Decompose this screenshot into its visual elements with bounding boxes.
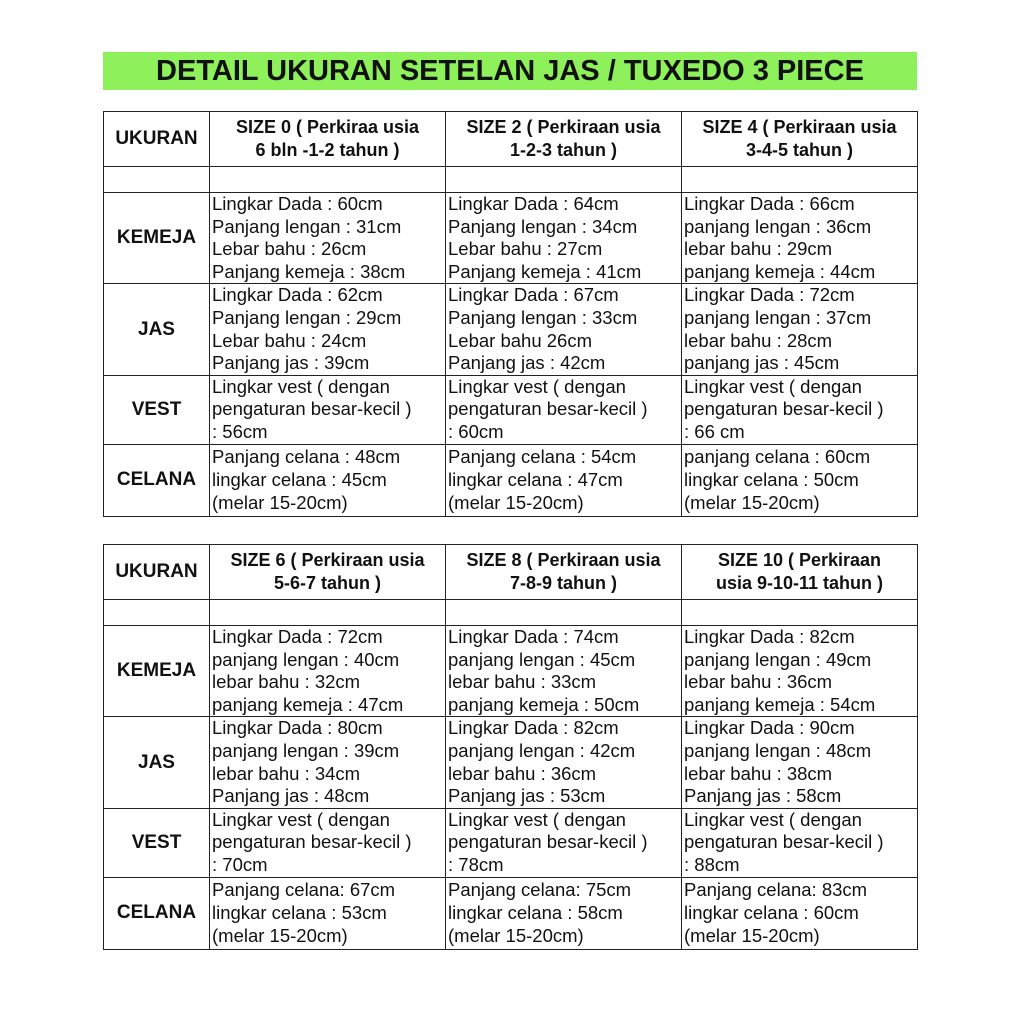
vest-cell (682, 375, 918, 444)
vest-measurement: Lingkar vest ( dengan (684, 808, 862, 830)
jas-measurement: Panjang jas : 58cm (684, 785, 842, 807)
jas-measurement: Panjang jas : 53cm (448, 785, 606, 807)
row-label-jas: JAS (104, 284, 210, 375)
size-header-cell (210, 545, 446, 600)
size-header-cell (682, 112, 918, 167)
kemeja-measurement: panjang kemeja : 50cm (448, 693, 640, 715)
vest-measurement: : 88cm (684, 853, 740, 875)
vest-cell (682, 808, 918, 877)
vest-measurement: Lingkar vest ( dengan (448, 375, 626, 397)
kemeja-measurement: Lingkar Dada : 74cm (448, 626, 619, 647)
jas-measurement: panjang lengan : 48cm (684, 739, 872, 761)
celana-measurement: lingkar celana : 47cm (448, 468, 623, 490)
row-celana (104, 444, 918, 516)
vest-cell (210, 375, 446, 444)
vest-measurement: pengaturan besar-kecil ) (448, 398, 648, 420)
celana-measurement: (melar 15-20cm) (448, 924, 584, 946)
jas-measurement: lebar bahu : 34cm (212, 762, 361, 784)
blank-cell (446, 600, 682, 626)
vest-cell (446, 808, 682, 877)
size-header-line: 5-6-7 tahun ) (273, 573, 381, 593)
kemeja-measurement: Lingkar Dada : 72cm (212, 626, 383, 647)
celana-measurement: lingkar celana : 58cm (448, 901, 623, 923)
kemeja-measurement: Lingkar Dada : 82cm (684, 626, 855, 647)
jas-cell (446, 717, 682, 808)
vest-measurement: Lingkar vest ( dengan (212, 375, 390, 397)
vest-measurement: pengaturan besar-kecil ) (684, 398, 884, 420)
kemeja-measurement: Lebar bahu : 26cm (212, 238, 367, 260)
kemeja-measurement: panjang kemeja : 44cm (684, 260, 876, 282)
vest-cell (210, 808, 446, 877)
celana-cell (446, 877, 682, 949)
vest-measurement: pengaturan besar-kecil ) (212, 831, 412, 853)
celana-measurement: Panjang celana: 83cm (684, 879, 868, 901)
vest-measurement: Lingkar vest ( dengan (684, 375, 862, 397)
kemeja-measurement: Panjang kemeja : 38cm (212, 260, 406, 282)
celana-measurement: lingkar celana : 60cm (684, 901, 859, 923)
size-header-line: SIZE 2 ( Perkiraan usia (466, 117, 661, 137)
celana-measurement: panjang celana : 60cm (684, 446, 871, 468)
row-label-celana: CELANA (104, 444, 210, 516)
size-header-cell (210, 112, 446, 167)
page-title: DETAIL UKURAN SETELAN JAS / TUXEDO 3 PIECE (156, 54, 864, 87)
jas-measurement: panjang jas : 45cm (684, 352, 840, 374)
row-label-kemeja: KEMEJA (104, 193, 210, 284)
vest-cell (446, 375, 682, 444)
jas-cell (682, 717, 918, 808)
row-label-vest: VEST (104, 375, 210, 444)
blank-cell (682, 167, 918, 193)
celana-measurement: Panjang celana : 54cm (448, 446, 637, 468)
size-header-line: SIZE 10 ( Perkiraan (717, 550, 882, 570)
size-header-cell (446, 112, 682, 167)
kemeja-measurement: lebar bahu : 36cm (684, 671, 833, 693)
kemeja-cell (446, 193, 682, 284)
kemeja-cell (682, 193, 918, 284)
row-label-celana: CELANA (104, 877, 210, 949)
vest-measurement: pengaturan besar-kecil ) (448, 831, 648, 853)
row-jas (104, 284, 918, 375)
row-kemeja (104, 626, 918, 717)
kemeja-measurement: Lebar bahu : 27cm (448, 238, 603, 260)
blank-cell (104, 167, 210, 193)
size-table-bottom (103, 544, 918, 950)
kemeja-measurement: panjang kemeja : 47cm (212, 693, 404, 715)
blank-cell (104, 600, 210, 626)
jas-cell (682, 284, 918, 375)
row-label-ukuran: UKURAN (104, 545, 210, 600)
kemeja-measurement: Panjang lengan : 34cm (448, 215, 638, 237)
jas-measurement: Panjang jas : 48cm (212, 785, 370, 807)
jas-measurement: Lingkar Dada : 80cm (212, 717, 383, 739)
blank-row (104, 167, 918, 193)
kemeja-measurement: panjang lengan : 40cm (212, 648, 400, 670)
row-label-jas: JAS (104, 717, 210, 808)
celana-cell (446, 444, 682, 516)
kemeja-measurement: Panjang kemeja : 41cm (448, 260, 642, 282)
celana-measurement: lingkar celana : 45cm (212, 468, 387, 490)
kemeja-measurement: panjang kemeja : 54cm (684, 693, 876, 715)
celana-cell (210, 444, 446, 516)
jas-measurement: Lebar bahu : 24cm (212, 329, 367, 351)
jas-measurement: lebar bahu : 36cm (448, 762, 597, 784)
jas-measurement: Lingkar Dada : 90cm (684, 717, 855, 739)
size-table-top (103, 111, 918, 517)
row-label-kemeja: KEMEJA (104, 626, 210, 717)
vest-measurement: : 56cm (212, 420, 268, 442)
jas-measurement: panjang lengan : 42cm (448, 739, 636, 761)
vest-measurement: : 78cm (448, 853, 504, 875)
celana-measurement: Panjang celana: 67cm (212, 879, 396, 901)
size-header-row (104, 545, 918, 600)
celana-measurement: (melar 15-20cm) (212, 924, 348, 946)
vest-measurement: : 70cm (212, 853, 268, 875)
celana-measurement: (melar 15-20cm) (212, 491, 348, 513)
vest-measurement: pengaturan besar-kecil ) (684, 831, 884, 853)
jas-measurement: Panjang lengan : 29cm (212, 306, 402, 328)
celana-cell (210, 877, 446, 949)
jas-measurement: Panjang jas : 39cm (212, 352, 370, 374)
kemeja-measurement: lebar bahu : 33cm (448, 671, 597, 693)
row-label-vest: VEST (104, 808, 210, 877)
jas-measurement: panjang lengan : 39cm (212, 739, 400, 761)
jas-measurement: Lingkar Dada : 67cm (448, 284, 619, 306)
row-jas (104, 717, 918, 808)
size-header-line: usia 9-10-11 tahun ) (715, 573, 884, 593)
kemeja-measurement: panjang lengan : 45cm (448, 648, 636, 670)
vest-measurement: : 66 cm (684, 420, 745, 442)
jas-cell (446, 284, 682, 375)
celana-measurement: (melar 15-20cm) (684, 491, 820, 513)
kemeja-measurement: Lingkar Dada : 64cm (448, 193, 619, 214)
size-header-line: SIZE 6 ( Perkiraan usia (230, 550, 425, 570)
celana-measurement: lingkar celana : 53cm (212, 901, 387, 923)
celana-cell (682, 877, 918, 949)
celana-measurement: Panjang celana : 48cm (212, 446, 401, 468)
vest-measurement: pengaturan besar-kecil ) (212, 398, 412, 420)
title-banner (103, 52, 917, 90)
jas-measurement: lebar bahu : 28cm (684, 329, 833, 351)
jas-measurement: Lebar bahu 26cm (448, 329, 592, 351)
row-vest (104, 375, 918, 444)
jas-measurement: lebar bahu : 38cm (684, 762, 833, 784)
size-header-row (104, 112, 918, 167)
row-label-ukuran: UKURAN (104, 112, 210, 167)
row-kemeja (104, 193, 918, 284)
jas-measurement: Panjang jas : 42cm (448, 352, 606, 374)
vest-measurement: Lingkar vest ( dengan (212, 808, 390, 830)
jas-measurement: Lingkar Dada : 82cm (448, 717, 619, 739)
jas-cell (210, 717, 446, 808)
celana-cell (682, 444, 918, 516)
size-header-line: 7-8-9 tahun ) (509, 573, 617, 593)
kemeja-measurement: panjang lengan : 36cm (684, 215, 872, 237)
vest-measurement: : 60cm (448, 420, 504, 442)
blank-cell (682, 600, 918, 626)
kemeja-measurement: lebar bahu : 29cm (684, 238, 833, 260)
size-header-line: SIZE 0 ( Perkiraa usia (235, 117, 420, 137)
blank-row (104, 600, 918, 626)
size-header-cell (446, 545, 682, 600)
kemeja-cell (210, 626, 446, 717)
kemeja-measurement: Lingkar Dada : 66cm (684, 193, 855, 214)
kemeja-measurement: Lingkar Dada : 60cm (212, 193, 383, 214)
jas-measurement: Panjang lengan : 33cm (448, 306, 638, 328)
size-header-cell (682, 545, 918, 600)
celana-measurement: (melar 15-20cm) (684, 924, 820, 946)
kemeja-cell (210, 193, 446, 284)
jas-measurement: Lingkar Dada : 62cm (212, 284, 383, 306)
blank-cell (446, 167, 682, 193)
row-celana (104, 877, 918, 949)
celana-measurement: Panjang celana: 75cm (448, 879, 632, 901)
row-vest (104, 808, 918, 877)
size-header-line: SIZE 4 ( Perkiraan usia (702, 117, 897, 137)
kemeja-cell (682, 626, 918, 717)
jas-cell (210, 284, 446, 375)
celana-measurement: lingkar celana : 50cm (684, 468, 859, 490)
kemeja-measurement: panjang lengan : 49cm (684, 648, 872, 670)
size-header-line: 1-2-3 tahun ) (509, 140, 617, 160)
kemeja-measurement: lebar bahu : 32cm (212, 671, 361, 693)
blank-cell (210, 167, 446, 193)
kemeja-measurement: Panjang lengan : 31cm (212, 215, 402, 237)
size-header-line: SIZE 8 ( Perkiraan usia (466, 550, 661, 570)
celana-measurement: (melar 15-20cm) (448, 491, 584, 513)
blank-cell (210, 600, 446, 626)
size-header-line: 3-4-5 tahun ) (745, 140, 853, 160)
jas-measurement: Lingkar Dada : 72cm (684, 284, 855, 306)
jas-measurement: panjang lengan : 37cm (684, 306, 872, 328)
kemeja-cell (446, 626, 682, 717)
vest-measurement: Lingkar vest ( dengan (448, 808, 626, 830)
size-header-line: 6 bln -1-2 tahun ) (255, 140, 400, 160)
